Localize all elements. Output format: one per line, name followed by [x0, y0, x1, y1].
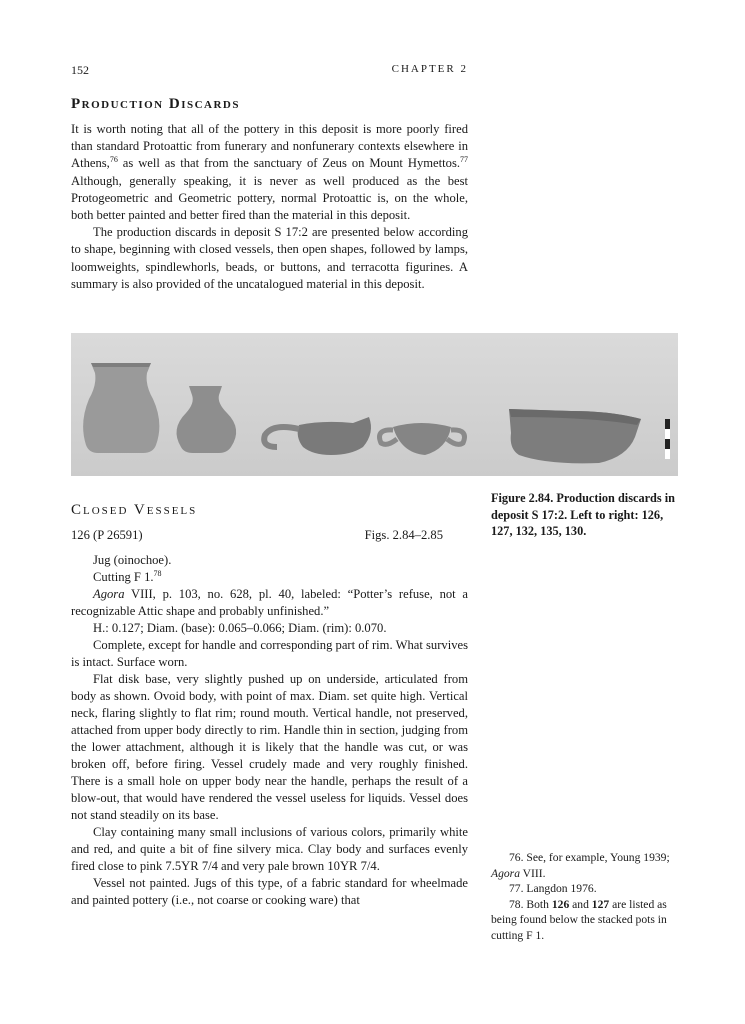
bibliography-journal: Agora: [93, 587, 125, 601]
intro-text-b: as well as that from the sanctuary of Zeus on Mount Hymettos.: [117, 156, 460, 171]
shape-description-paragraph: Flat disk base, very slightly pushed up on underside, articulated from body as shown. Ovoid body, with point of max. Diam. set quite high. Vertical neck, flaring slightly to flat rim; round mouth. Vertical handle, not preserved, attached from upper body directly to rim. Handle thin in section, judging from the lower attachment, although it is likely that the handle was cut, or was broken off, before firing. Vessel crudely made and very roughly finished. There is a small hole on upper body near the handle, perhaps the result of a blow-out, that would have rendered the vessel useless for liquids. Vessel does not stand steadily on its base.: [71, 672, 468, 822]
shape-line: Jug (oinochoe).: [93, 553, 172, 567]
intro-text: [71, 121, 468, 293]
catalogue-description: [71, 552, 468, 909]
section-heading-production-discards: Production Discards: [71, 96, 240, 112]
footnote-76: [491, 850, 681, 881]
footnote-ref-78[interactable]: 78: [153, 568, 162, 578]
dimensions-line: H.: 0.127; Diam. (base): 0.065–0.066; Diam. (rim): 0.070.: [93, 621, 387, 635]
footnote-78-a: 78. Both: [509, 897, 552, 911]
footnote-78: [491, 897, 681, 944]
bibliography-line: [71, 586, 468, 620]
figure-reference[interactable]: Figs. 2.84–2.85: [364, 528, 443, 542]
intro-text-a: It is worth noting that all of the pottery in this deposit is more poorly fired than standard Protoattic from funerary and nonfunerary contexts elsewhere in Athens,: [71, 122, 468, 171]
pottery-photo-drawing: [71, 333, 678, 476]
footnote-77: 77. Langdon 1976.: [509, 882, 597, 895]
footnote-76-text: 76. See, for example, Young 1939;: [509, 851, 670, 864]
intro-text-c: Although, generally speaking, it is never as well produced as the best Protogeometric and Geometric pottery, normal Protoattic is, on the whole, both better painted and better fired than the material in this deposit.: [71, 173, 468, 223]
chapter-label: CHAPTER 2: [391, 63, 468, 75]
footnote-76-end: VIII.: [519, 866, 546, 880]
footnote-78-ref-126: 126: [551, 897, 570, 911]
catalogue-entry-header: [71, 528, 443, 543]
footnote-78-ref-127: 127: [591, 897, 610, 911]
fabric-paragraph: Clay containing many small inclusions of various colors, primarily white and red, and quite a bit of fine silvery mica. Clay body and surfaces evenly fired close to pink 7.5YR 7/4 and very pale brown 10YR 7/4.: [71, 825, 468, 873]
pottery-photograph: [71, 333, 678, 476]
bibliography-text: VIII, p. 103, no. 628, pl. 40, labeled: “Potter’s refuse, not a recognizable Attic shape and probably unfinished.”: [71, 587, 468, 618]
context-line: [71, 569, 468, 586]
preservation-paragraph: Complete, except for handle and corresponding part of rim. What survives is intact. Surface worn.: [71, 638, 468, 669]
figure-caption: Figure 2.84. Production discards in deposit S 17:2. Left to right: 126, 127, 132, 135, 130.: [491, 491, 676, 538]
footnote-78-b: are listed as being found below the stacked pots in cutting F 1.: [491, 897, 667, 942]
footnote-ref-77[interactable]: 77: [460, 155, 468, 165]
section-heading-closed-vessels: Closed Vessels: [71, 502, 198, 518]
inventory-number: (P 26591): [89, 528, 143, 542]
footnotes: [491, 850, 681, 943]
intro-paragraph-1: [71, 121, 468, 224]
footnote-78-mid: and: [569, 897, 592, 911]
intro-paragraph-2: The production discards in deposit S 17:2 are presented below according to shape, beginning with closed vessels, then open shapes, followed by lamps, loomweights, spindlewhorls, beads, or buttons, and terracotta figurines. A summary is also provided of the uncatalogued material in this deposit.: [71, 225, 468, 291]
page-number: 152: [71, 63, 89, 77]
footnote-ref-76[interactable]: 76: [109, 155, 118, 165]
footnote-76-journal: Agora: [491, 866, 520, 880]
entry-number: 126: [71, 528, 90, 542]
decoration-paragraph: Vessel not painted. Jugs of this type, of a fabric standard for wheelmade and painted pottery (i.e., not coarse or cooking ware) that: [71, 876, 468, 907]
context-text: Cutting F 1.: [93, 570, 154, 584]
